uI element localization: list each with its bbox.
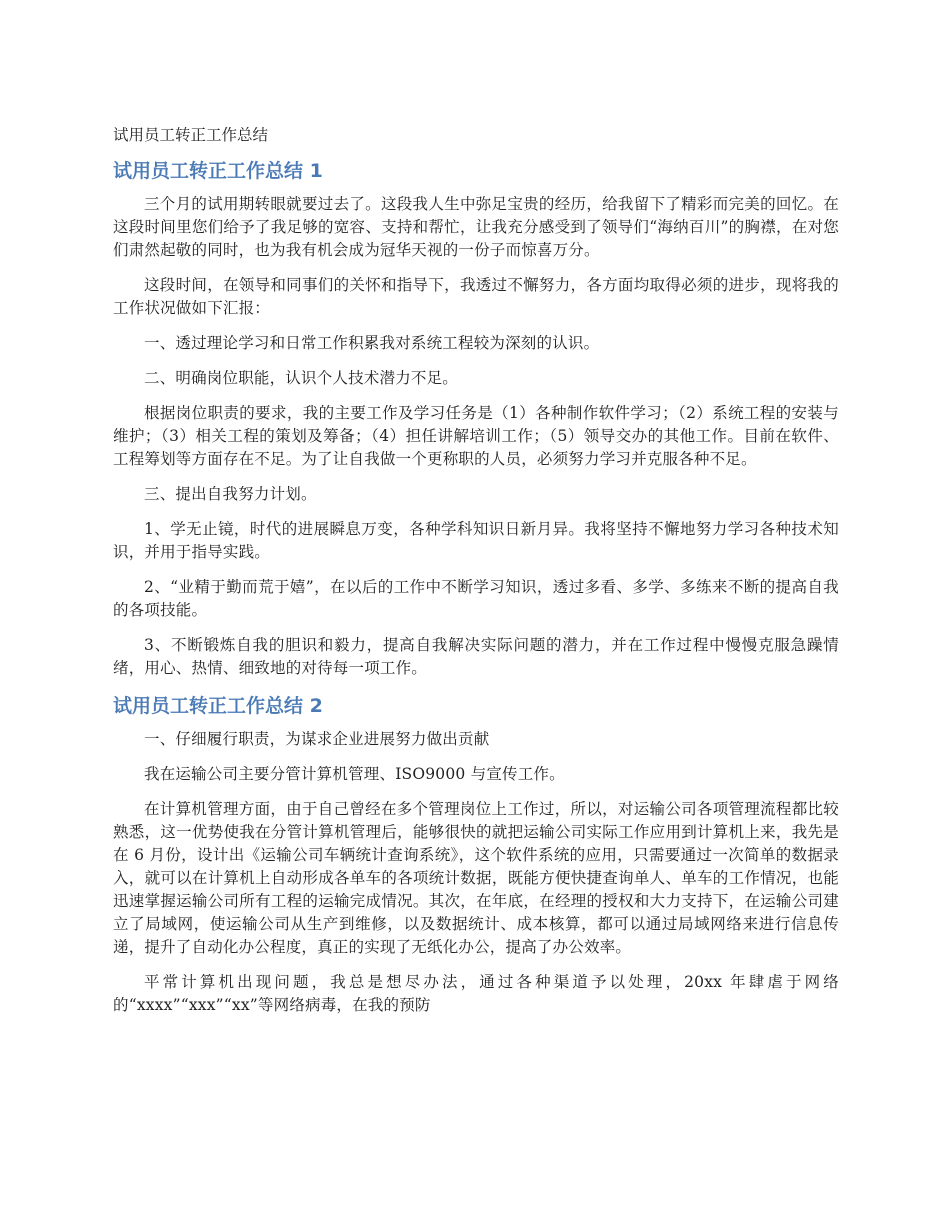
paragraph: 三个月的试用期转眼就要过去了。这段我人生中弥足宝贵的经历，给我留下了精彩而完美的回忆。在这段时间里您们给予了我足够的宽容、支持和帮忙，让我充分感受到了领导们“海纳百川”的胸襟，在对您们肃然起敬的同时，也为我有机会成为冠华天视的一份子而惊喜万分。 xyxy=(113,195,839,259)
paragraph: 二、明确岗位职能，认识个人技术潜力不足。 xyxy=(144,369,459,387)
section-heading: 试用员工转正工作总结 1 xyxy=(113,160,323,182)
paragraph: 在计算机管理方面，由于自己曾经在多个管理岗位上工作过，所以，对运输公司各项管理流程都比较熟悉，这一优势使我在分管计算机管理后，能够很快的就把运输公司实际工作应用到计算机上来，我先是在 6 月份，设计出《运输公司车辆统计查询系统》，这个软件系统的应用，只需要通过一次简单的数据录入，就可以在计算机上自动形成各单车的各项统计数据，既能方便快捷查询单人、单车的工作情况，也能迅速掌握运输公司所有工程的运输完成情况。其次，在年底，在经理的授权和大力支持下，在运输公司建立了局域网，使运输公司从生产到维修，以及数据统计、成本核算，都可以通过局域网络来进行信息传递，提升了自动化办公程度，真正的实现了无纸化办公，提高了办公效率。 xyxy=(113,800,839,956)
section-heading: 试用员工转正工作总结 2 xyxy=(113,695,323,717)
paragraph: 这段时间，在领导和同事们的关怀和指导下，我透过不懈努力，各方面均取得必须的进步，现将我的工作状况做如下汇报： xyxy=(113,276,839,317)
paragraph: 2、“业精于勤而荒于嬉”，在以后的工作中不断学习知识，透过多看、多学、多练来不断的提高自我的各项技能。 xyxy=(113,578,839,619)
section-1 xyxy=(113,157,839,680)
paragraph: 平常计算机出现问题，我总是想尽办法，通过各种渠道予以处理，20xx 年肆虐于网络的“xxxx”“xxx”“xx”等网络病毒，在我的预防 xyxy=(113,973,839,1014)
paragraph: 我在运输公司主要分管计算机管理、ISO9000 与宣传工作。 xyxy=(144,765,565,783)
document-title: 试用员工转正工作总结 xyxy=(113,126,269,144)
paragraph: 根据岗位职责的要求，我的主要工作及学习任务是（1）各种制作软件学习；（2）系统工程的安装与维护；（3）相关工程的策划及筹备；（4）担任讲解培训工作；（5）领导交办的其他工作。目前在软件、工程筹划等方面存在不足。为了让自我做一个更称职的人员，必须努力学习并克服各种不足。 xyxy=(113,404,839,468)
document-body xyxy=(113,123,839,1029)
paragraph: 三、提出自我努力计划。 xyxy=(144,485,317,503)
section-2 xyxy=(113,692,839,1017)
paragraph: 一、仔细履行职责，为谋求企业进展努力做出贡献 xyxy=(144,730,490,748)
paragraph: 3、不断锻炼自我的胆识和毅力，提高自我解决实际问题的潜力，并在工作过程中慢慢克服急躁情绪，用心、热情、细致地的对待每一项工作。 xyxy=(113,636,839,677)
paragraph: 一、透过理论学习和日常工作积累我对系统工程较为深刻的认识。 xyxy=(144,334,600,352)
paragraph: 1、学无止镜，时代的进展瞬息万变，各种学科知识日新月异。我将坚持不懈地努力学习各种技术知识，并用于指导实践。 xyxy=(113,520,839,561)
